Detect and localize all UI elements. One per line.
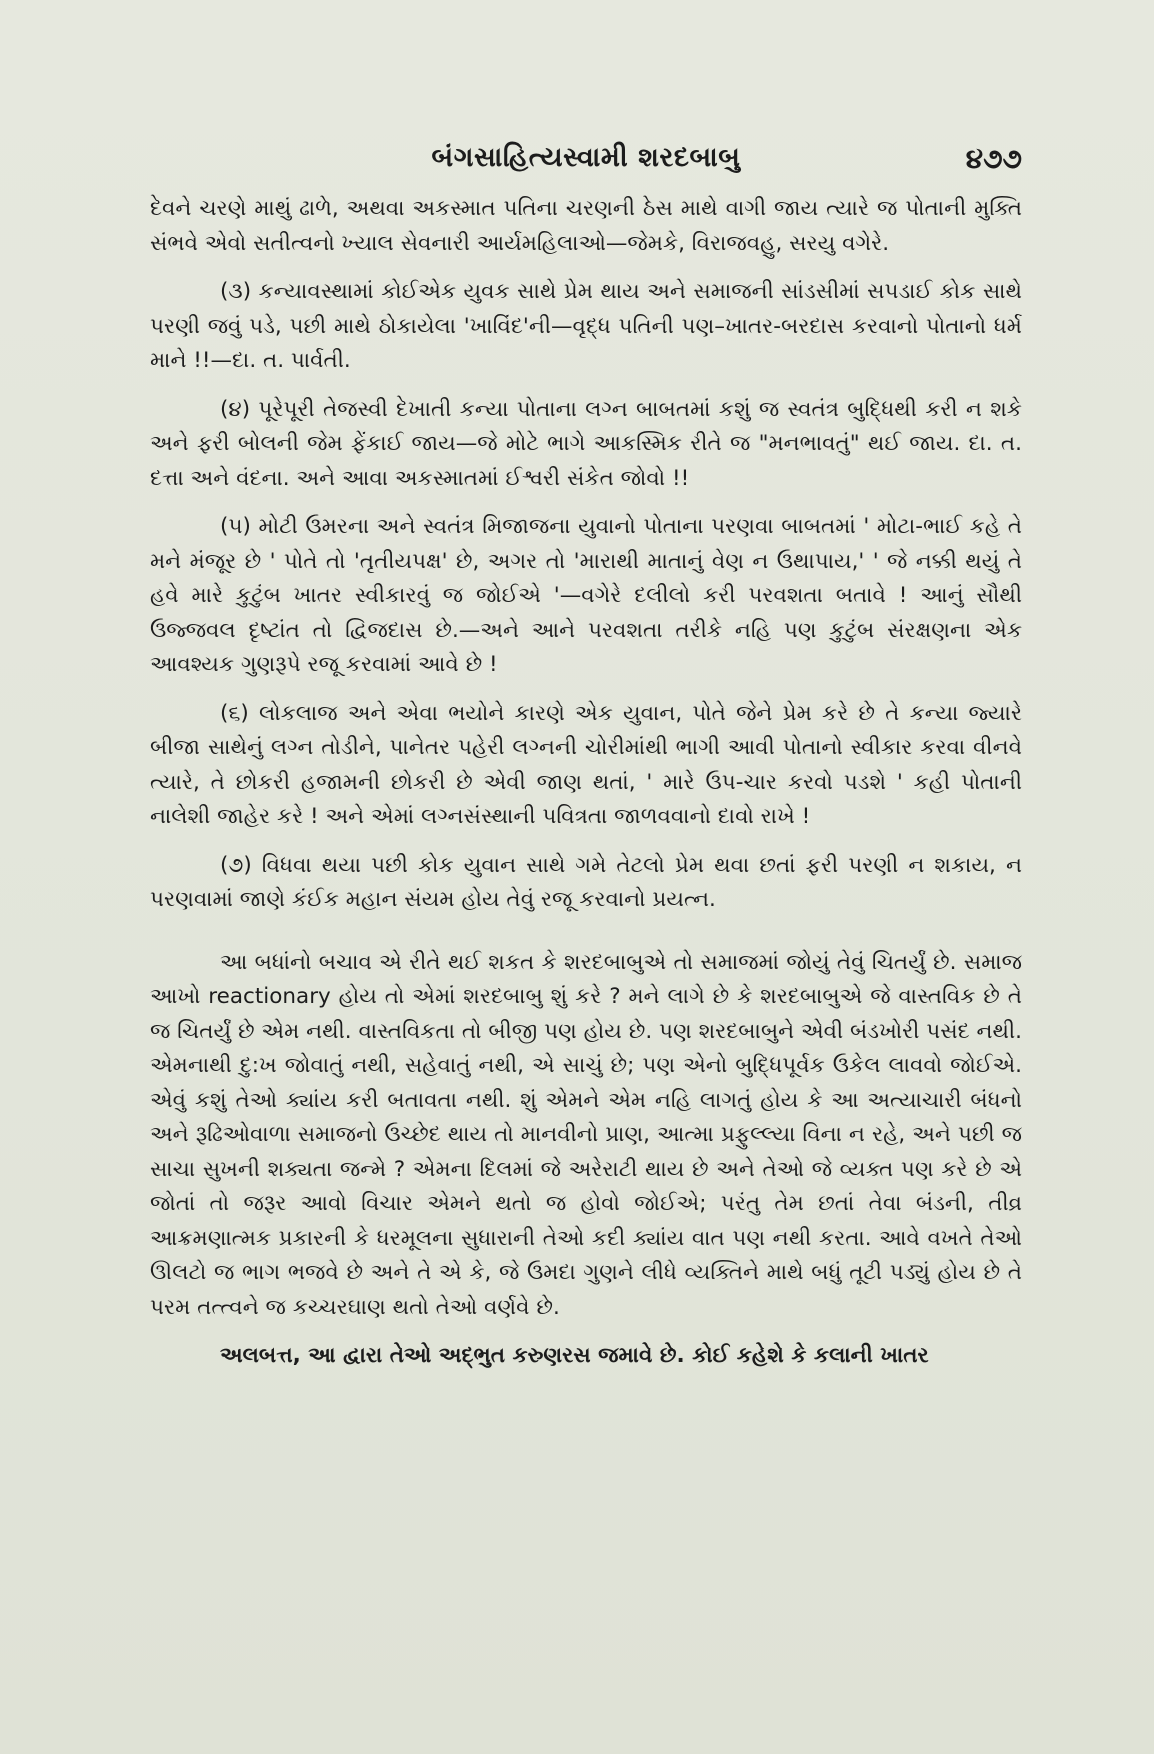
running-title: બંગસાહિત્યસ્વામી શરદબાબુ	[431, 142, 741, 173]
paragraph: (૭) વિધવા થયા પછી કોક યુવાન સાથે ગમે તેટલો પ્રેમ થવા છતાં ફરી પરણી ન શકાય, ન પરણવામાં જાણે કંઈક મહાન સંયમ હોય તેવું રજૂ કરવાનો પ્રયત્ન.	[150, 852, 1022, 912]
paragraph: અલબત્ત, આ દ્વારા તેઓ અદ્ભુત કરુણરસ જમાવે છે. કોઈ કહેશે કે કલાની ખાતર	[220, 1343, 929, 1368]
page-number: ૪૭૭	[965, 142, 1022, 175]
body-text	[150, 192, 1022, 1388]
paragraph: (૪) પૂરેપૂરી તેજસ્વી દેખાતી કન્યા પોતાના લગ્ન બાબતમાં કશું જ સ્વતંત્ર બુદ્ધિથી કરી ન શકે અને ફરી બોલની જેમ ફેંકાઈ જાય—જે મોટે ભાગે આકસ્મિક રીતે જ "મનભાવતું" થઈ જાય. દા. ત. દત્તા અને વંદના. અને આવા અકસ્માતમાં ઈશ્વરી સંકેત જોવો !!	[150, 396, 1022, 491]
paragraph: (૩) કન્યાવસ્થામાં કોઈએક યુવક સાથે પ્રેમ થાય અને સમાજની સાંડસીમાં સપડાઈ કોક સાથે પરણી જવું પડે, પછી માથે ઠોકાયેલા 'ખાવિંદ'ની—વૃદ્ધ પતિની પણ–ખાતર-બરદાસ કરવાનો પોતાનો ધર્મ માને !!—દા. ત. પાર્વતી.	[150, 279, 1022, 373]
page-header	[150, 142, 1022, 182]
paragraph: દેવને ચરણે માથું ઢાળે, અથવા અકસ્માત પતિના ચરણની ઠેસ માથે વાગી જાય ત્યારે જ પોતાની મુક્તિ સંભવે એવો સતીત્વનો ખ્યાલ સેવનારી આર્યમહિલાઓ—જેમકે, વિરાજવહુ, સરયુ વગેરે.	[150, 196, 1022, 256]
paragraph: (૫) મોટી ઉમરના અને સ્વતંત્ર મિજાજના યુવાનો પોતાના પરણવા બાબતમાં ' મોટા-ભાઈ કહે તે મને મંજૂર છે ' પોતે તો 'તૃતીયપક્ષ' છે, અગર તો 'મારાથી માતાનું વેણ ન ઉથાપાય,' ' જે નક્કી થયું તે હવે મારે કુટુંબ ખાતર સ્વીકારવું જ જોઈએ '—વગેરે દલીલો કરી પરવશતા બતાવે ! આનું સૌથી ઉજ્જવલ દૃષ્ટાંત તો દ્વિજદાસ છે.—અને આને પરવશતા તરીકે નહિ પણ કુટુંબ સંરક્ષણના એક આવશ્યક ગુણરૂપે રજૂ કરવામાં આવે છે !	[150, 514, 1022, 677]
paragraph: આ બધાંનો બચાવ એ રીતે થઈ શકત કે શરદબાબુએ તો સમાજમાં જોયું તેવું ચિતર્યું છે. સમાજ આખો reactionary હોય તો એમાં શરદબાબુ શું કરે ? મને લાગે છે કે શરદબાબુએ જે વાસ્તવિક છે તે જ ચિતર્યું છે એમ નથી. વાસ્તવિકતા તો બીજી પણ હોય છે. પણ શરદબાબુને એવી બંડખોરી પસંદ નથી. એમનાથી દુ:ખ જોવાતું નથી, સહેવાતું નથી, એ સાચું છે; પણ એનો બુદ્ધિપૂર્વક ઉકેલ લાવવો જોઈએ. એવું કશું તેઓ ક્યાંય કરી બતાવતા નથી. શું એમને એમ નહિ લાગતું હોય કે આ અત્યાચારી બંધનો અને રૂઢિઓવાળા સમાજનો ઉચ્છેદ થાય તો માનવીનો પ્રાણ, આત્મા પ્રફુલ્લ્યા વિના ન રહે, અને પછી જ સાચા સુખની શક્યતા જન્મે ? એમના દિલમાં જે અરેરાટી થાય છે અને તેઓ જે વ્યક્ત પણ કરે છે એ જોતાં તો જરૂર આવો વિચાર એમને થતો જ હોવો જોઈએ; પરંતુ તેમ છતાં તેવા બંડની, તીવ્ર આક્રમણાત્મક પ્રકારની કે ધરમૂલના સુધારાની તેઓ કદી ક્યાંય વાત પણ નથી કરતા. આવે વખતે તેઓ ઊલટો જ ભાગ ભજવે છે અને તે એ કે, જે ઉમદા ગુણને લીધે વ્યક્તિને માથે બધું તૂટી પડ્યું હોય છે તે પરમ તત્ત્વને જ કચ્ચરઘાણ થતો તેઓ વર્ણવે છે.	[150, 949, 1022, 1320]
paragraph: (૬) લોકલાજ અને એવા ભયોને કારણે એક યુવાન, પોતે જેને પ્રેમ કરે છે તે કન્યા જ્યારે બીજા સાથેનું લગ્ન તોડીને, પાનેતર પહેરી લગ્નની ચોરીમાંથી ભાગી આવી પોતાનો સ્વીકાર કરવા વીનવે ત્યારે, તે છોકરી હજામની છોકરી છે એવી જાણ થતાં, ' મારે ઉપ-ચાર કરવો પડશે ' કહી પોતાની નાલેશી જાહેર કરે ! અને એમાં લગ્નસંસ્થાની પવિત્રતા જાળવવાનો દાવો રાખે !	[150, 700, 1022, 829]
